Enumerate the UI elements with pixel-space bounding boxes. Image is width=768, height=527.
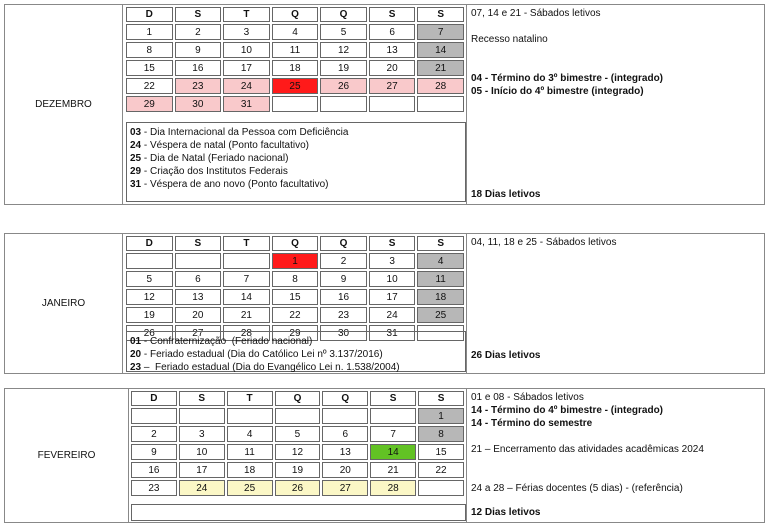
day-cell: 24 (369, 307, 416, 323)
empty-day-cell (417, 96, 464, 112)
day-cell: 10 (179, 444, 225, 460)
side-info-line (471, 469, 761, 482)
day-cell: 1 (126, 24, 173, 40)
weekday-header-row (126, 236, 464, 251)
day-cell: 11 (227, 444, 273, 460)
day-cell: 19 (126, 307, 173, 323)
week-row (126, 60, 464, 76)
calendar-grid-dezembro (124, 5, 466, 114)
note-line (130, 152, 462, 165)
week-row (131, 462, 464, 478)
day-cell: 8 (418, 426, 464, 442)
note-day: 25 (130, 153, 142, 164)
side-info-line: 21 – Encerramento das atividades acadêmicas 2024 (471, 444, 704, 455)
day-cell: 4 (272, 24, 319, 40)
side-info-dezembro (466, 5, 765, 204)
weekday-header: S (417, 7, 464, 22)
day-cell: 28 (417, 78, 464, 94)
day-cell: 23 (131, 480, 177, 496)
empty-day-cell (227, 408, 273, 424)
side-info-line: 14 - Término do semestre (471, 418, 593, 429)
weekday-header: Q (272, 7, 319, 22)
month-name: FEVEREIRO (5, 389, 129, 522)
week-row (126, 42, 464, 58)
day-cell: 22 (272, 307, 319, 323)
day-cell: 12 (320, 42, 367, 58)
weekday-header: S (179, 391, 225, 406)
month-name: JANEIRO (5, 234, 123, 373)
note-day: 29 (130, 166, 142, 177)
day-cell: 30 (320, 325, 367, 341)
week-row (126, 271, 464, 287)
day-cell: 6 (369, 24, 416, 40)
side-info-line (471, 20, 761, 33)
day-cell: 20 (322, 462, 368, 478)
weekday-header: S (175, 236, 222, 251)
day-cell: 19 (275, 462, 321, 478)
total-days: 26 Dias letivos (471, 350, 541, 361)
day-cell: 14 (223, 289, 270, 305)
day-cell: 29 (126, 96, 173, 112)
week-row (126, 78, 464, 94)
day-cell: 14 (370, 444, 416, 460)
day-cell: 2 (320, 253, 367, 269)
day-cell: 6 (322, 426, 368, 442)
empty-day-cell (322, 408, 368, 424)
day-cell: 16 (131, 462, 177, 478)
day-cell: 14 (417, 42, 464, 58)
day-cell: 5 (275, 426, 321, 442)
day-cell: 21 (223, 307, 270, 323)
side-info-line: 14 - Término do 4º bimestre - (integrado) (471, 405, 664, 416)
note-text: - Feriado estadual (Dia do Católico Lei nº 3.137/2016) (141, 349, 383, 360)
day-cell: 1 (272, 253, 319, 269)
empty-day-cell (175, 253, 222, 269)
week-row (131, 444, 464, 460)
week-row (131, 426, 464, 442)
week-row (126, 307, 464, 323)
day-cell: 24 (179, 480, 225, 496)
day-cell: 26 (320, 78, 367, 94)
note-line (130, 335, 462, 348)
day-cell: 12 (275, 444, 321, 460)
week-row (126, 289, 464, 305)
day-cell: 6 (175, 271, 222, 287)
day-cell: 20 (175, 307, 222, 323)
day-cell: 22 (418, 462, 464, 478)
day-cell: 13 (369, 42, 416, 58)
side-info-line (471, 59, 761, 72)
day-cell: 27 (175, 325, 222, 341)
day-cell: 7 (417, 24, 464, 40)
weekday-header: S (418, 391, 464, 406)
note-text: - Dia de Natal (Feriado nacional) (141, 153, 289, 164)
weekday-header: T (223, 7, 270, 22)
note-text: - Véspera de ano novo (Ponto facultativo) (141, 179, 329, 190)
note-day: 23 (130, 362, 142, 373)
notes-box-dezembro (126, 122, 466, 202)
weekday-header: S (417, 236, 464, 251)
weekday-header: D (126, 236, 173, 251)
day-cell: 11 (417, 271, 464, 287)
week-row (126, 253, 464, 269)
day-cell: 31 (223, 96, 270, 112)
note-text: - Confraternização (Feriado nacional) (141, 336, 313, 347)
day-cell: 7 (223, 271, 270, 287)
notes-box-fevereiro (131, 504, 466, 521)
day-cell: 4 (417, 253, 464, 269)
empty-day-cell (369, 96, 416, 112)
day-cell: 28 (223, 325, 270, 341)
day-cell: 4 (227, 426, 273, 442)
calendar-grid-janeiro (124, 234, 466, 343)
day-cell: 21 (417, 60, 464, 76)
day-cell: 17 (369, 289, 416, 305)
day-cell: 13 (322, 444, 368, 460)
note-line (130, 348, 462, 361)
weekday-header: S (369, 7, 416, 22)
day-cell: 27 (369, 78, 416, 94)
weekday-header: S (370, 391, 416, 406)
total-days: 18 Dias letivos (471, 189, 541, 200)
weekday-header: D (126, 7, 173, 22)
day-cell: 17 (223, 60, 270, 76)
day-cell: 23 (175, 78, 222, 94)
weekday-header: D (131, 391, 177, 406)
day-cell: 21 (370, 462, 416, 478)
day-cell: 9 (175, 42, 222, 58)
weekday-header-row (131, 391, 464, 406)
empty-day-cell (126, 253, 173, 269)
day-cell: 27 (322, 480, 368, 496)
week-row (131, 408, 464, 424)
day-cell: 13 (175, 289, 222, 305)
note-line (130, 178, 462, 191)
empty-day-cell (275, 408, 321, 424)
weekday-header-row (126, 7, 464, 22)
day-cell: 11 (272, 42, 319, 58)
notes-box-janeiro (126, 331, 466, 372)
month-block-janeiro (4, 233, 765, 374)
note-day: 01 (130, 336, 142, 347)
side-info-line: Recesso natalino (471, 34, 548, 45)
day-cell: 7 (370, 426, 416, 442)
day-cell: 3 (223, 24, 270, 40)
note-line (130, 361, 462, 374)
day-cell: 18 (227, 462, 273, 478)
side-info-line: 24 a 28 – Férias docentes (5 dias) - (referência) (471, 483, 683, 494)
total-days: 12 Dias letivos (471, 507, 541, 518)
day-cell: 5 (126, 271, 173, 287)
day-cell: 3 (179, 426, 225, 442)
day-cell: 1 (418, 408, 464, 424)
note-line (130, 126, 462, 139)
day-cell: 19 (320, 60, 367, 76)
note-day: 20 (130, 349, 142, 360)
weekday-header: S (369, 236, 416, 251)
day-cell: 10 (369, 271, 416, 287)
month-block-fevereiro (4, 388, 765, 523)
weekday-header: T (223, 236, 270, 251)
side-info-line: 04 - Término do 3º bimestre - (integrado) (471, 73, 664, 84)
empty-day-cell (320, 96, 367, 112)
side-info-janeiro (466, 234, 765, 373)
day-cell: 25 (417, 307, 464, 323)
day-cell: 2 (175, 24, 222, 40)
note-day: 03 (130, 127, 142, 138)
day-cell: 25 (227, 480, 273, 496)
day-cell: 12 (126, 289, 173, 305)
day-cell: 20 (369, 60, 416, 76)
day-cell: 15 (418, 444, 464, 460)
empty-day-cell (418, 480, 464, 496)
day-cell: 9 (320, 271, 367, 287)
day-cell: 25 (272, 78, 319, 94)
day-cell: 16 (175, 60, 222, 76)
weekday-header: Q (322, 391, 368, 406)
side-info-line (471, 456, 761, 469)
day-cell: 3 (369, 253, 416, 269)
day-cell: 15 (126, 60, 173, 76)
day-cell: 18 (417, 289, 464, 305)
month-block-dezembro (4, 4, 765, 205)
day-cell: 15 (272, 289, 319, 305)
empty-day-cell (223, 253, 270, 269)
weekday-header: T (227, 391, 273, 406)
day-cell: 28 (370, 480, 416, 496)
note-day: 31 (130, 179, 142, 190)
day-cell: 16 (320, 289, 367, 305)
week-row (131, 480, 464, 496)
weekday-header: Q (320, 7, 367, 22)
weekday-header: Q (320, 236, 367, 251)
day-cell: 26 (126, 325, 173, 341)
day-cell: 29 (272, 325, 319, 341)
weekday-header: Q (275, 391, 321, 406)
note-line (130, 139, 462, 152)
day-cell: 30 (175, 96, 222, 112)
side-info-line: 05 - Início do 4º bimestre (integrado) (471, 86, 644, 97)
day-cell: 8 (126, 42, 173, 58)
week-row (126, 24, 464, 40)
empty-day-cell (131, 408, 177, 424)
empty-day-cell (370, 408, 416, 424)
side-info-line: 01 e 08 - Sábados letivos (471, 392, 584, 403)
calendar-grid-fevereiro (129, 389, 466, 498)
side-info-line (471, 430, 761, 443)
note-text: - Dia Internacional da Pessoa com Deficiência (141, 127, 349, 138)
day-cell: 23 (320, 307, 367, 323)
day-cell: 26 (275, 480, 321, 496)
day-cell: 10 (223, 42, 270, 58)
note-day: 24 (130, 140, 142, 151)
week-row (126, 96, 464, 112)
day-cell: 22 (126, 78, 173, 94)
note-text: - Véspera de natal (Ponto facultativo) (141, 140, 309, 151)
day-cell: 24 (223, 78, 270, 94)
empty-day-cell (179, 408, 225, 424)
month-name: DEZEMBRO (5, 5, 123, 204)
day-cell: 9 (131, 444, 177, 460)
day-cell: 18 (272, 60, 319, 76)
side-info-line: 04, 11, 18 e 25 - Sábados letivos (471, 237, 617, 248)
day-cell: 17 (179, 462, 225, 478)
side-info-fevereiro (466, 389, 765, 522)
empty-day-cell (272, 96, 319, 112)
weekday-header: S (175, 7, 222, 22)
weekday-header: Q (272, 236, 319, 251)
note-text: - Criação dos Institutos Federais (141, 166, 288, 177)
day-cell: 5 (320, 24, 367, 40)
note-text: – Feriado estadual (Dia do Evangélico Lei n. 1.538/2004) (141, 362, 400, 373)
day-cell: 8 (272, 271, 319, 287)
day-cell: 31 (369, 325, 416, 341)
day-cell: 2 (131, 426, 177, 442)
note-line (130, 165, 462, 178)
side-info-line (471, 46, 761, 59)
side-info-line: 07, 14 e 21 - Sábados letivos (471, 8, 601, 19)
